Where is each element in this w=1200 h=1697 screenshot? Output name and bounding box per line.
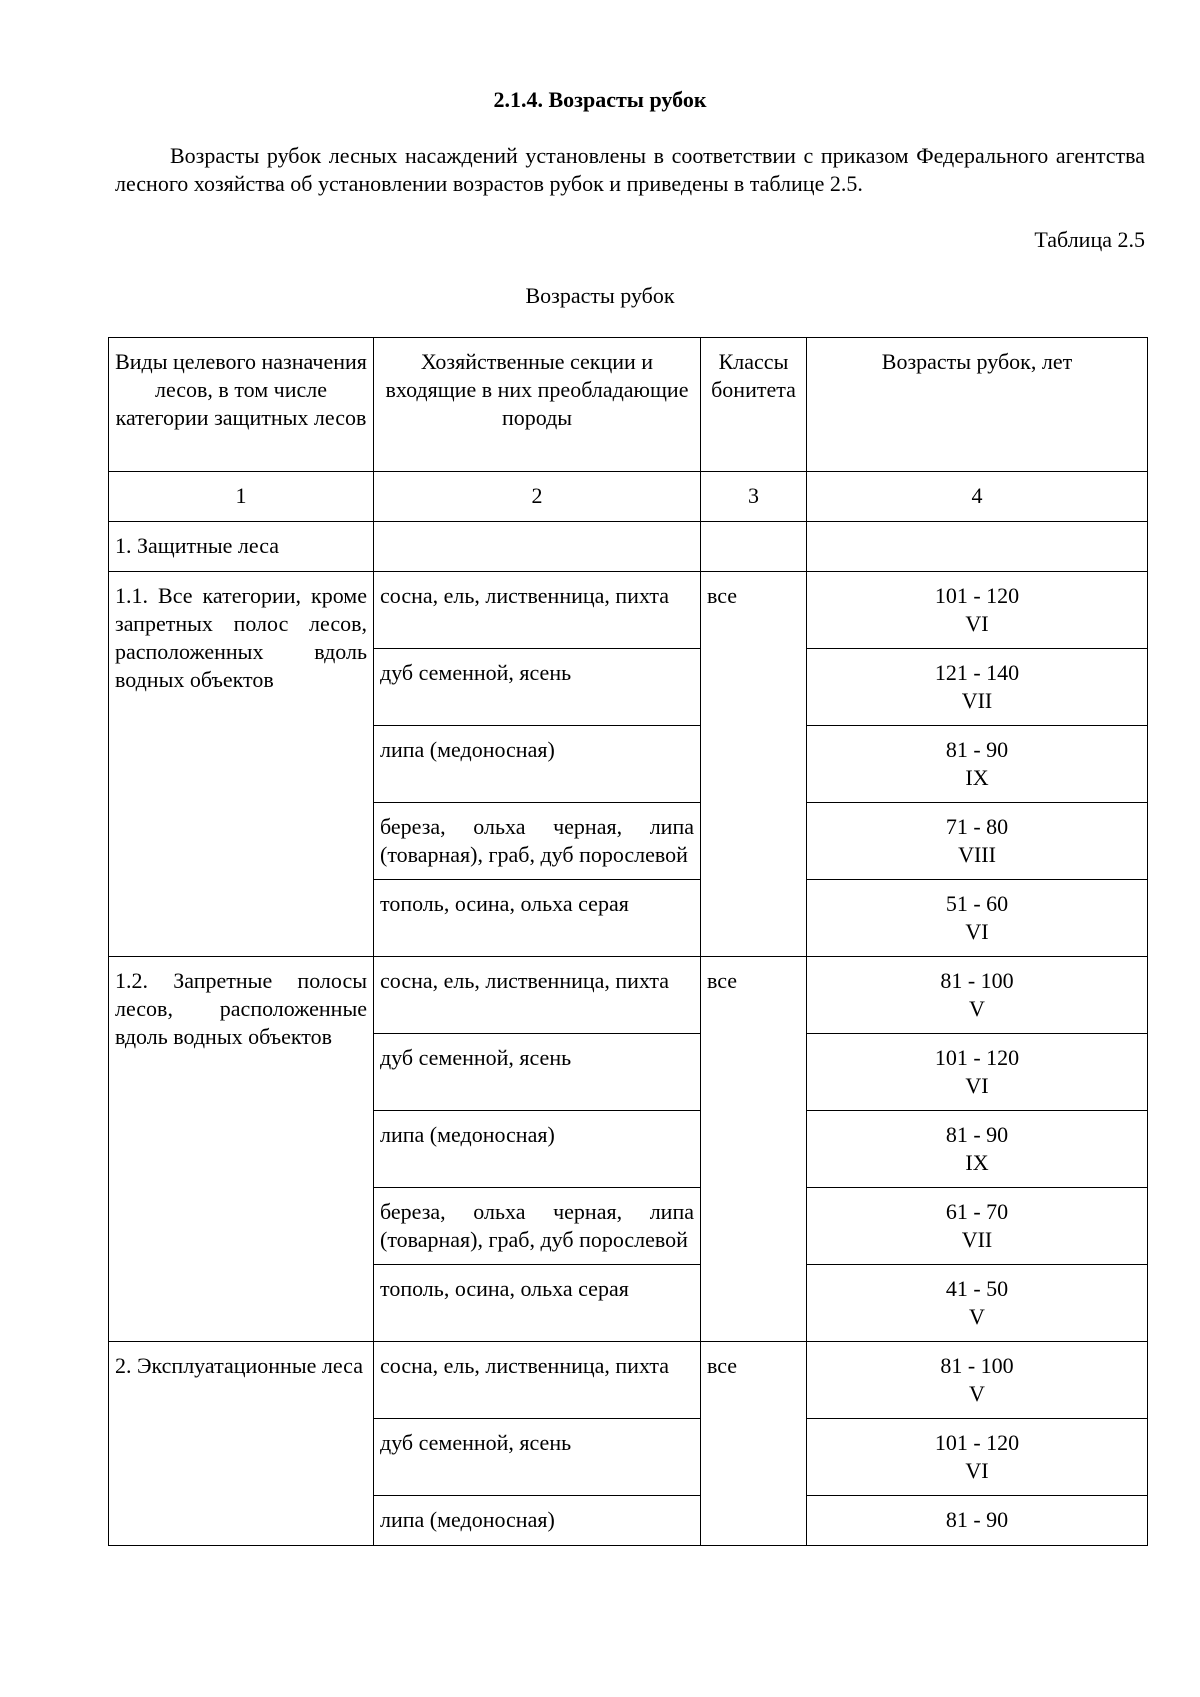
age-class: V [969, 1381, 985, 1406]
age-cell [807, 1034, 1148, 1111]
species-cell: береза, ольха черная, липа (товарная), граб, дуб порослевой [374, 803, 701, 880]
age-class: VI [965, 611, 989, 636]
section-label: 1. Защитные леса [109, 522, 374, 572]
table-title: Возрасты рубок [525, 283, 675, 308]
species-cell: сосна, ель, лиственница, пихта [374, 957, 701, 1034]
age-cell [807, 1342, 1148, 1419]
table-caption: Таблица 2.5 [1034, 227, 1145, 252]
intro-paragraph: Возрасты рубок лесных насаждений установлены в соответствии с приказом Федерального агентства лесного хозяйства об установлении возрастов рубок и приведены в таблице 2.5. [115, 143, 1145, 196]
age-range: 121 - 140 [934, 660, 1020, 685]
header-cell-sections: Хозяйственные секции и входящие в них преобладающие породы [374, 338, 701, 472]
species-cell: береза, ольха черная, липа (товарная), граб, дуб порослевой [374, 1188, 701, 1265]
age-class: VIII [958, 842, 996, 867]
age-class: IX [965, 1150, 989, 1175]
age-range: 81 - 100 [940, 1353, 1014, 1378]
header-cell-ages: Возрасты рубок, лет [807, 338, 1148, 472]
age-cell [807, 957, 1148, 1034]
category-cell: 2. Эксплуатационные леса [109, 1342, 374, 1546]
column-number: 2 [374, 472, 701, 522]
column-number: 1 [109, 472, 374, 522]
age-cell [807, 1188, 1148, 1265]
empty-cell [807, 522, 1148, 572]
age-cell [807, 726, 1148, 803]
age-range: 81 - 90 [945, 1122, 1009, 1147]
table-row [109, 572, 1148, 649]
bonitet-cell: все [701, 957, 807, 1342]
column-number: 4 [807, 472, 1148, 522]
species-cell: липа (медоносная) [374, 1496, 701, 1546]
species-cell: дуб семенной, ясень [374, 1419, 701, 1496]
age-class: VI [965, 1073, 989, 1098]
species-cell: сосна, ель, лиственница, пихта [374, 572, 701, 649]
age-class: VII [961, 1227, 993, 1252]
age-range: 101 - 120 [934, 1430, 1020, 1455]
category-cell: 1.2. Запретные полосы лесов, расположенные вдоль водных объектов [109, 957, 374, 1342]
species-cell: липа (медоносная) [374, 1111, 701, 1188]
cutting-ages-table [108, 337, 1148, 1546]
age-range: 71 - 80 [945, 814, 1009, 839]
column-number: 3 [701, 472, 807, 522]
age-cell [807, 880, 1148, 957]
section-row [109, 522, 1148, 572]
age-cell [807, 1111, 1148, 1188]
table-header-row [109, 338, 1148, 472]
age-range: 81 - 100 [940, 968, 1014, 993]
age-range: 101 - 120 [934, 583, 1020, 608]
table-row [109, 1342, 1148, 1419]
species-cell: тополь, осина, ольха серая [374, 880, 701, 957]
age-range: 51 - 60 [945, 891, 1009, 916]
age-range: 81 - 90 [945, 1507, 1009, 1532]
age-class: VI [965, 1458, 989, 1483]
species-cell: дуб семенной, ясень [374, 649, 701, 726]
age-range: 81 - 90 [945, 737, 1009, 762]
category-cell: 1.1. Все категории, кроме запретных полос лесов, расположенных вдоль водных объектов [109, 572, 374, 957]
age-cell [807, 803, 1148, 880]
column-number-row [109, 472, 1148, 522]
species-cell: липа (медоносная) [374, 726, 701, 803]
species-cell: сосна, ель, лиственница, пихта [374, 1342, 701, 1419]
section-title: 2.1.4. Возрасты рубок [493, 87, 707, 112]
header-cell-purpose: Виды целевого назначения лесов, в том числе категории защитных лесов [109, 338, 374, 472]
age-class: V [969, 996, 985, 1021]
age-range: 41 - 50 [945, 1276, 1009, 1301]
species-cell: тополь, осина, ольха серая [374, 1265, 701, 1342]
age-class: VI [965, 919, 989, 944]
age-class: V [969, 1304, 985, 1329]
age-class: VII [961, 688, 993, 713]
age-cell [807, 1496, 1148, 1546]
age-class: IX [965, 765, 989, 790]
empty-cell [701, 522, 807, 572]
empty-cell [374, 522, 701, 572]
species-cell: дуб семенной, ясень [374, 1034, 701, 1111]
age-range: 61 - 70 [945, 1199, 1009, 1224]
table-row [109, 957, 1148, 1034]
bonitet-cell: все [701, 1342, 807, 1546]
age-cell [807, 649, 1148, 726]
age-cell [807, 572, 1148, 649]
bonitet-cell: все [701, 572, 807, 957]
age-range: 101 - 120 [934, 1045, 1020, 1070]
age-cell [807, 1265, 1148, 1342]
age-cell [807, 1419, 1148, 1496]
header-cell-bonitet: Классы бонитета [701, 338, 807, 472]
